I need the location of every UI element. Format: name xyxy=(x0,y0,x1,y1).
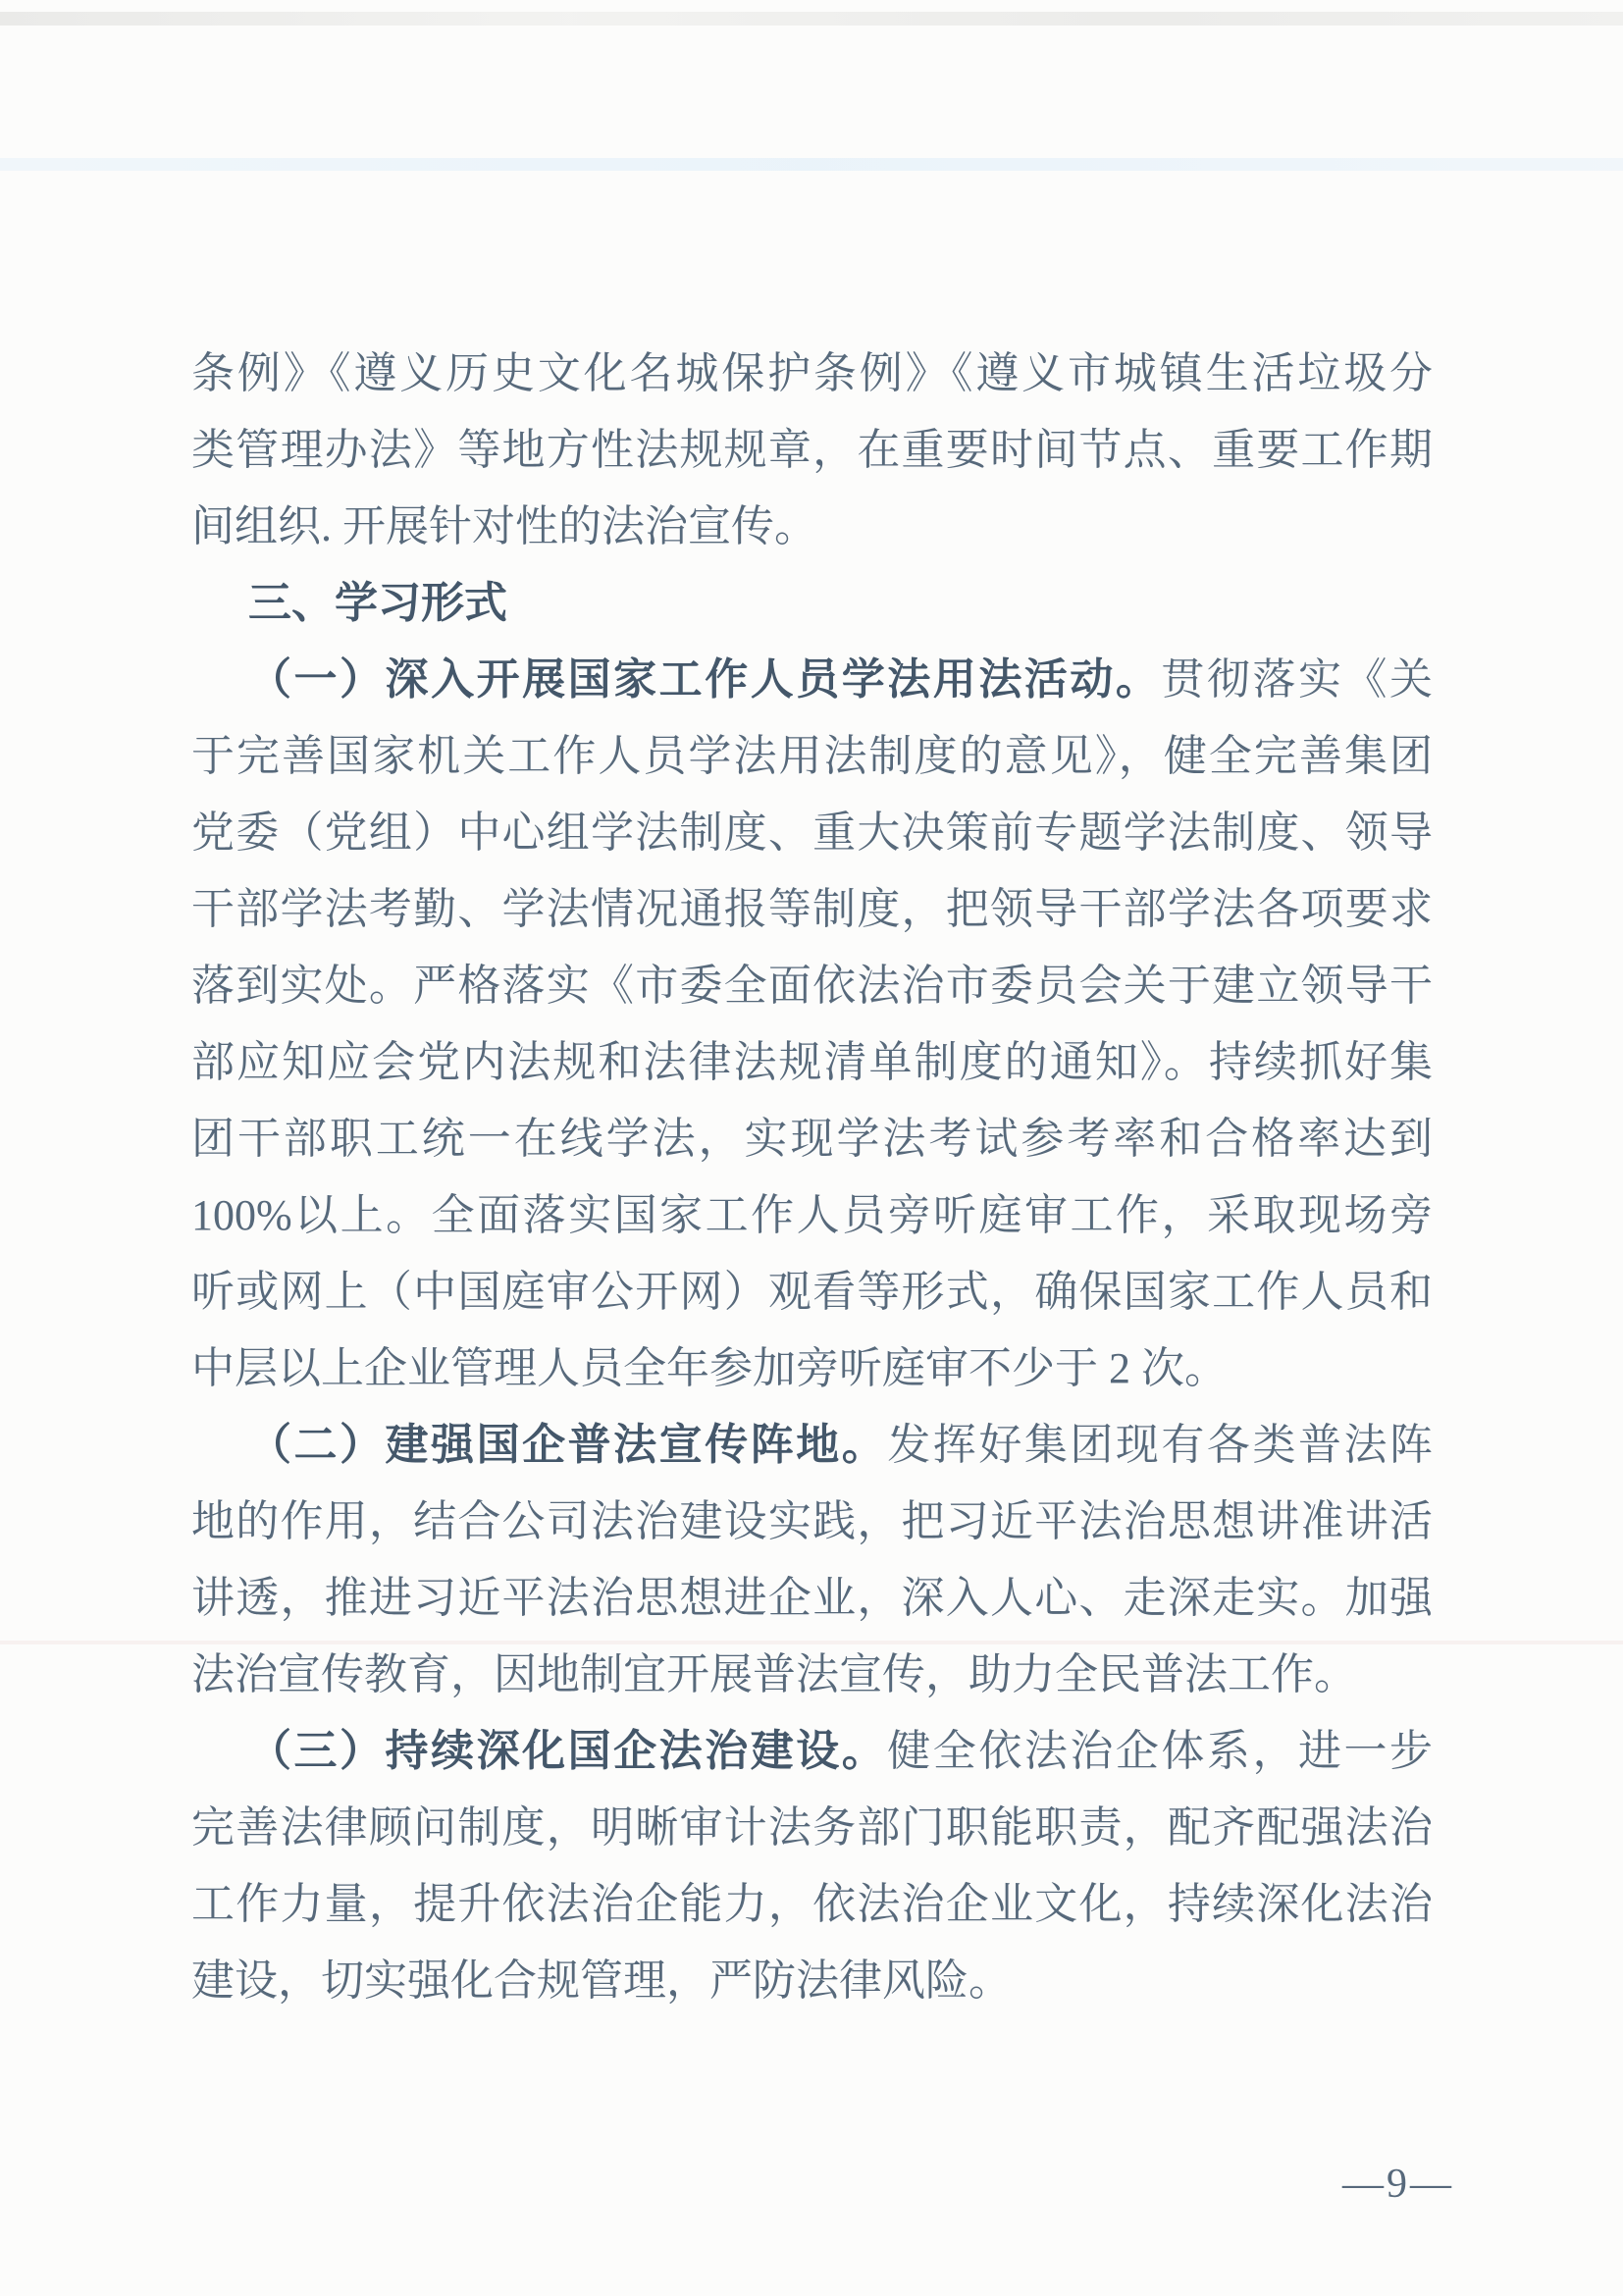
text-line xyxy=(191,1943,1433,2019)
text-line xyxy=(191,642,1433,718)
text-line xyxy=(191,871,1433,948)
body-text: 听或网上（中国庭审公开网）观看等形式，确保国家工作人员和 xyxy=(191,1268,1433,1316)
text-line xyxy=(191,336,1433,412)
text-line xyxy=(191,1254,1433,1331)
emphasis-text: （二）建强国企普法宣传阵地。 xyxy=(248,1421,888,1469)
text-line xyxy=(191,1331,1433,1407)
text-line xyxy=(191,412,1433,489)
body-text: 工作力量，提升依法治企能力，依法治企业文化，持续深化法治 xyxy=(191,1880,1433,1928)
body-text: 条例》《遵义历史文化名城保护条例》《遵义市城镇生活垃圾分 xyxy=(191,349,1433,397)
text-line xyxy=(191,718,1433,795)
body-text: 贯彻落实《关 xyxy=(1161,655,1434,704)
page-number: —9— xyxy=(1342,2162,1454,2207)
text-line xyxy=(191,1101,1433,1177)
body-text: 健全依法治企体系，进一步 xyxy=(887,1727,1434,1775)
body-text: 完善法律顾问制度，明晰审计法务部门职能职责，配齐配强法治 xyxy=(191,1803,1433,1852)
text-line xyxy=(191,1790,1433,1866)
body-text: 落到实处。严格落实《市委全面依法治市委员会关于建立领导干 xyxy=(191,962,1433,1010)
text-line xyxy=(191,1560,1433,1637)
emphasis-text: （三）持续深化国企法治建设。 xyxy=(248,1727,888,1775)
document-body xyxy=(191,336,1433,2019)
scan-artifact-blue-band xyxy=(0,158,1623,171)
body-text: 100%以上。全面落实国家工作人员旁听庭审工作，采取现场旁 xyxy=(191,1191,1433,1239)
text-line xyxy=(191,1637,1433,1713)
body-text: 中层以上企业管理人员全年参加旁听庭审不少于 2 次。 xyxy=(191,1344,1228,1392)
body-text: 法治宣传教育，因地制宜开展普法宣传，助力全民普法工作。 xyxy=(191,1650,1357,1698)
section-heading xyxy=(191,565,1433,642)
emphasis-text: （一）深入开展国家工作人员学法用法活动。 xyxy=(248,655,1162,704)
body-text: 讲透，推进习近平法治思想进企业，深入人心、走深走实。加强 xyxy=(191,1574,1433,1622)
text-line xyxy=(191,1177,1433,1254)
body-text: 发挥好集团现有各类普法阵 xyxy=(887,1421,1434,1469)
text-line xyxy=(191,795,1433,871)
text-line xyxy=(191,489,1433,565)
body-text: 建设，切实强化合规管理，严防法律风险。 xyxy=(191,1957,1012,2005)
body-text: 团干部职工统一在线学法，实现学法考试参考率和合格率达到 xyxy=(191,1115,1433,1163)
text-line xyxy=(191,948,1433,1024)
text-line xyxy=(191,1484,1433,1560)
body-text: 类管理办法》等地方性法规规章，在重要时间节点、重要工作期 xyxy=(191,426,1433,474)
text-line xyxy=(191,1866,1433,1943)
body-text: 地的作用，结合公司法治建设实践，把习近平法治思想讲准讲活 xyxy=(191,1497,1433,1545)
body-text: 间组织. 开展针对性的法治宣传。 xyxy=(191,502,817,550)
body-text: 于完善国家机关工作人员学法用法制度的意见》，健全完善集团 xyxy=(191,732,1433,780)
text-line xyxy=(191,1024,1433,1101)
text-line xyxy=(191,1713,1433,1790)
text-line xyxy=(191,1407,1433,1484)
body-text: 干部学法考勤、学法情况通报等制度，把领导干部学法各项要求 xyxy=(191,885,1433,933)
body-text: 部应知应会党内法规和法律法规清单制度的通知》。持续抓好集 xyxy=(191,1038,1433,1086)
scan-artifact-top-band xyxy=(0,12,1623,26)
body-text: 党委（党组）中心组学法制度、重大决策前专题学法制度、领导 xyxy=(191,809,1433,857)
emphasis-text: 三、学习形式 xyxy=(248,579,507,627)
